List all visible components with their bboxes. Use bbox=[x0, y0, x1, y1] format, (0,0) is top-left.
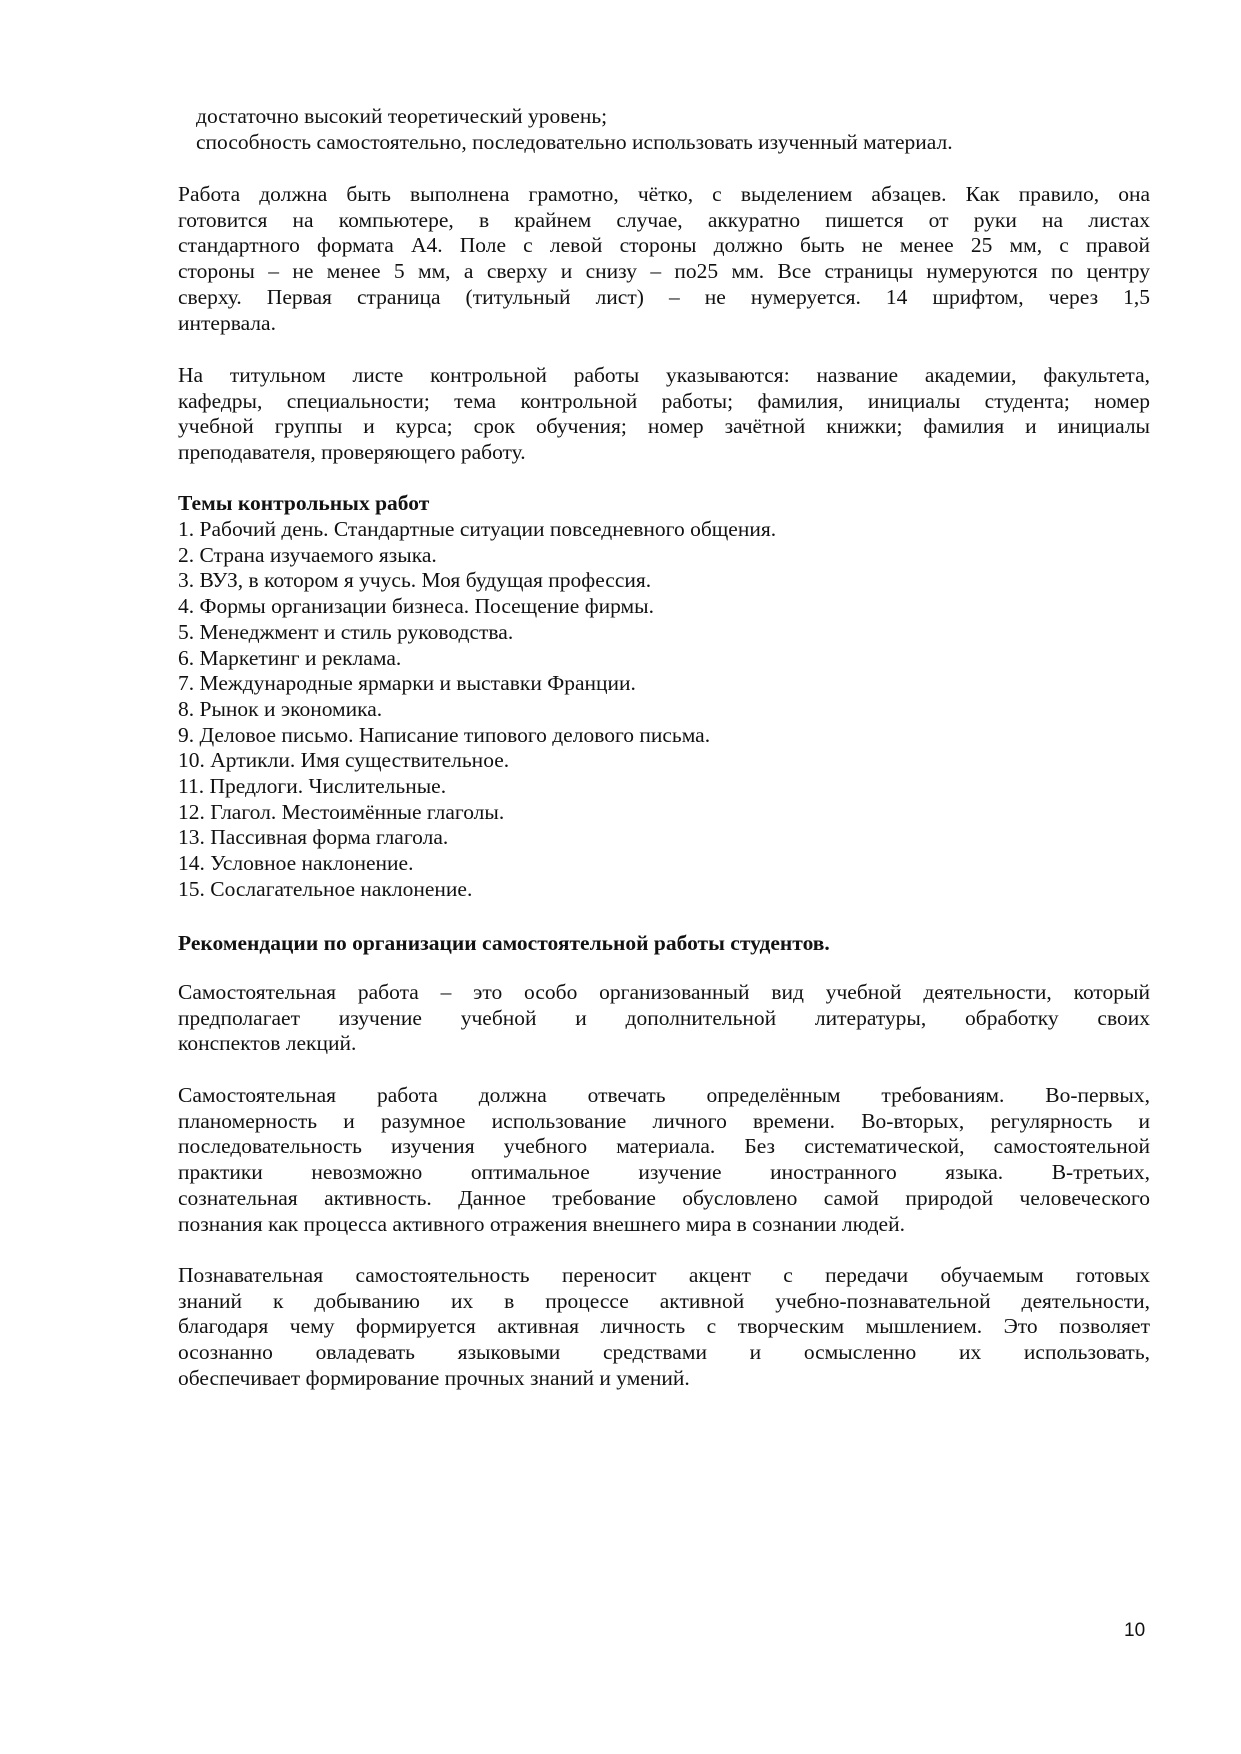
text-line: последовательность изучения учебного материала. Без систематической, самостоятельной bbox=[178, 1134, 1150, 1159]
text-line: стандартного формата А4. Поле с левой стороны должно быть не менее 25 мм, с правой bbox=[178, 233, 1150, 258]
text-line: благодаря чему формируется активная личность с творческим мышлением. Это позволяет bbox=[178, 1314, 1150, 1339]
text-line: 15. Сослагательное наклонение. bbox=[178, 876, 473, 901]
text-line: познания как процесса активного отражения внешнего мира в сознании людей. bbox=[178, 1211, 905, 1236]
text-line: 4. Формы организации бизнеса. Посещение фирмы. bbox=[178, 594, 654, 619]
text-line: 9. Деловое письмо. Написание типового делового письма. bbox=[178, 722, 711, 747]
text-line: 13. Пассивная форма глагола. bbox=[178, 825, 449, 850]
text-line: сознательная активность. Данное требование обусловлено самой природой человеческого bbox=[178, 1185, 1150, 1210]
text-line: знаний к добыванию их в процессе активной учебно-познавательной деятельности, bbox=[178, 1288, 1150, 1313]
text-line: 11. Предлоги. Числительные. bbox=[178, 774, 447, 799]
paragraph-requirements bbox=[178, 1083, 1150, 1237]
text-line: достаточно высокий теоретический уровень; bbox=[196, 104, 608, 128]
text-line: сверху. Первая страница (титульный лист) – не нумеруется. 14 шрифтом, через 1,5 bbox=[178, 284, 1150, 309]
paragraph-cognitive-independence bbox=[178, 1263, 1150, 1392]
text-line: предполагает изучение учебной и дополнительной литературы, обработку своих bbox=[178, 1005, 1150, 1030]
text-line: преподавателя, проверяющего работу. bbox=[178, 440, 526, 465]
text-line: конспектов лекций. bbox=[178, 1031, 357, 1056]
paragraph-formatting bbox=[178, 182, 1150, 336]
recommendations-heading: Рекомендации по организации самостоятельной работы студентов. bbox=[178, 931, 830, 955]
paragraph-self-work-definition bbox=[178, 980, 1150, 1057]
text-line: планомерность и разумное использование личного времени. Во-вторых, регулярность и bbox=[178, 1108, 1150, 1133]
text-line: 1. Рабочий день. Стандартные ситуации повседневного общения. bbox=[178, 517, 777, 541]
text-line: Самостоятельная работа должна отвечать определённым требованиям. Во-первых, bbox=[178, 1083, 1150, 1107]
text-line: 10. Артикли. Имя существительное. bbox=[178, 748, 510, 773]
text-line: 8. Рынок и экономика. bbox=[178, 696, 383, 721]
text-line: кафедры, специальности; тема контрольной работы; фамилия, инициалы студента; номер bbox=[178, 388, 1150, 413]
text-line: На титульном листе контрольной работы указываются: название академии, факультета, bbox=[178, 363, 1150, 387]
text-line: 3. ВУЗ, в котором я учусь. Моя будущая профессия. bbox=[178, 568, 652, 593]
text-line: Самостоятельная работа – это особо организованный вид учебной деятельности, который bbox=[178, 980, 1150, 1004]
text-line: Работа должна быть выполнена грамотно, чётко, с выделением абзацев. Как правило, она bbox=[178, 182, 1150, 206]
text-line: способность самостоятельно, последовательно использовать изученный материал. bbox=[196, 129, 953, 154]
text-line: стороны – не менее 5 мм, а сверху и снизу – по25 мм. Все страницы нумеруются по центру bbox=[178, 259, 1150, 284]
text-line: 5. Менеджмент и стиль руководства. bbox=[178, 619, 514, 644]
text-line: обеспечивает формирование прочных знаний и умений. bbox=[178, 1365, 690, 1390]
text-line: Познавательная самостоятельность переносит акцент с передачи обучаемым готовых bbox=[178, 1263, 1150, 1287]
text-line: учебной группы и курса; срок обучения; номер зачётной книжки; фамилия и инициалы bbox=[178, 414, 1150, 439]
intro-list bbox=[196, 104, 1168, 155]
text-line: осознанно овладевать языковыми средствами и осмысленно их использовать, bbox=[178, 1340, 1150, 1365]
text-line: 14. Условное наклонение. bbox=[178, 851, 414, 876]
text-line: готовится на компьютере, в крайнем случае, аккуратно пишется от руки на листах bbox=[178, 207, 1150, 232]
text-line: 2. Страна изучаемого языка. bbox=[178, 542, 437, 567]
text-line: интервала. bbox=[178, 310, 276, 335]
topics-heading: Темы контрольных работ bbox=[178, 491, 430, 515]
text-line: 12. Глагол. Местоимённые глаголы. bbox=[178, 799, 505, 824]
page-number: 10 bbox=[1124, 1620, 1146, 1641]
paragraph-title-page bbox=[178, 363, 1150, 466]
text-line: 7. Международные ярмарки и выставки Франции. bbox=[178, 671, 636, 696]
topics-list bbox=[178, 517, 1150, 903]
text-line: 6. Маркетинг и реклама. bbox=[178, 645, 402, 670]
text-line: практики невозможно оптимальное изучение иностранного языка. В-третьих, bbox=[178, 1160, 1150, 1185]
